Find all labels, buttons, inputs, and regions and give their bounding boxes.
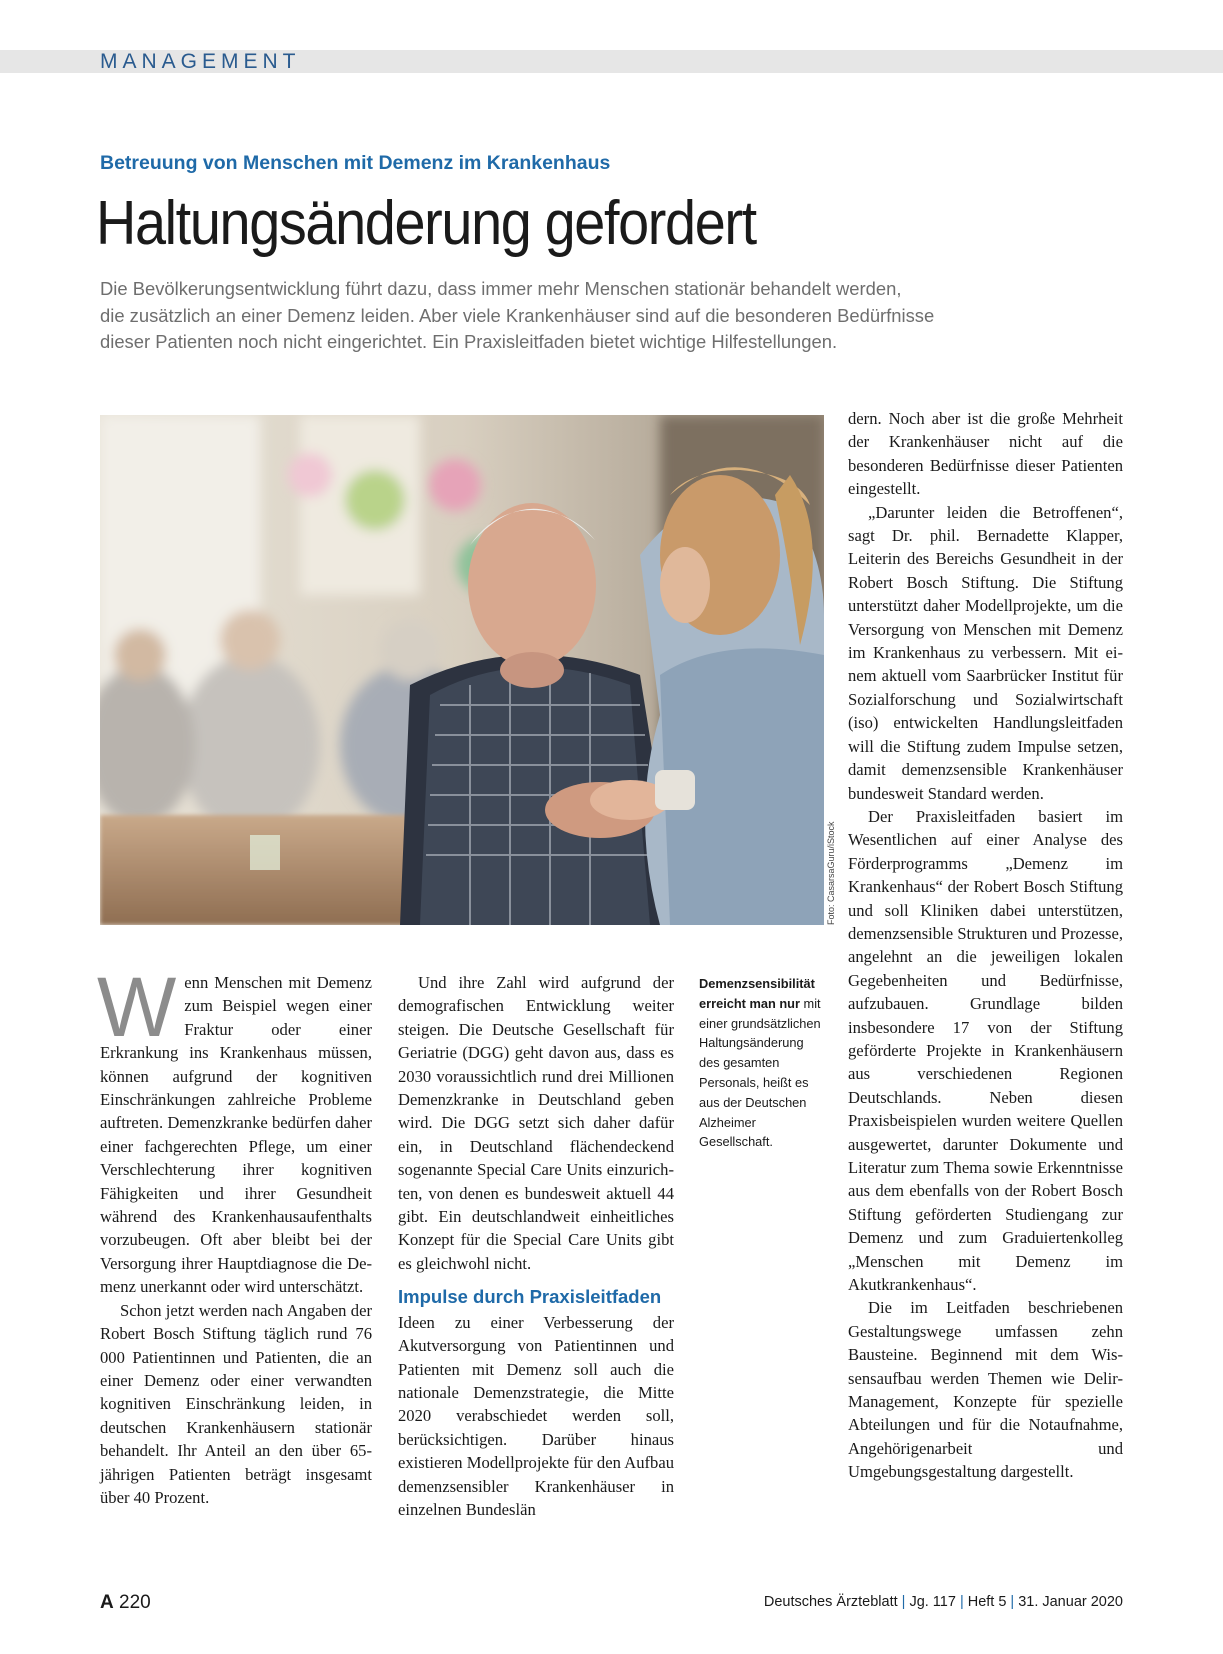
- paragraph: Schon jetzt werden nach Angaben der Robert Bosch Stiftung täglich rund 76 000 Patientinnen und Patienten, die an einer Demenz oder einer verwandten kognitiven Einschränkung leiden, in deutschen Krankenhäusern stationär behandelt. Ihr Anteil an den über 65-jährigen Patienten beträgt insgesamt über 40 Prozent.: [100, 1300, 372, 1507]
- separator: |: [1010, 1594, 1015, 1610]
- column-4: [848, 407, 1123, 1484]
- section-label: MANAGEMENT: [100, 50, 301, 73]
- photo-illustration: [100, 415, 824, 925]
- photo-credit: Foto: CasarsaGuru/iStock: [826, 821, 836, 925]
- paragraph-text: enn Menschen mit Demenz zum Beispiel wegen einer Fraktur oder einer Erkrankung ins Krankenhaus müssen, können aufgrund der kognitiven Einschränkungen zahlreiche Probleme auftreten. Demenzkranke bedürfen daher einer fachgerechten Pflege, um einer Verschlechterung ihrer kognitiven Fähigkeiten und ihrer Gesundheit während des Krankenhausaufenthalts vorzubeugen. Oft aber bleibt bei der Versorgung ihrer Hauptdiagnose die Demenz unerkannt oder wird unterschätzt.: [100, 973, 372, 1297]
- article-kicker: Betreuung von Menschen mit Demenz im Krankenhaus: [100, 152, 611, 174]
- paragraph: dern. Noch aber ist die große Mehrheit der Krankenhäuser nicht auf die besonderen Bedürfnisse dieser Patienten eingestellt.: [848, 409, 1123, 499]
- column-1: [97, 960, 372, 1509]
- paragraph: Ideen zu einer Verbesserung der Akutversorgung von Patientinnen und Patienten mit Demenz soll auch die nationale Demenzstrategie, die Mitte 2020 verabschiedet werden soll, berücksichtigen. Darüber hinaus existieren Modellprojekte für den Aufbau demenzsensibler Krankenhäuser in einzelnen Bundeslän: [398, 1312, 674, 1519]
- article-photo: [100, 415, 824, 925]
- woman-figure: [640, 467, 824, 925]
- article-lead: [100, 276, 1000, 356]
- subheading: Impulse durch Praxisleitfaden: [398, 1286, 662, 1308]
- journal-issue: Heft 5: [967, 1594, 1007, 1610]
- journal-volume: Jg. 117: [909, 1594, 956, 1610]
- page-number-value: 220: [119, 1592, 151, 1613]
- paragraph: Die im Leitfaden beschriebenen Gestaltungswege umfassen zehn Bausteine. Beginnend mit dem Wissensaufbau werden Themen wie Delir-Management, Konzepte für spezielle Abteilungen und für die Notaufnahme, Angehörigenarbeit und Umgebungsgestaltung dargestellt.: [848, 1298, 1123, 1482]
- paragraph: „Darunter leiden die Betroffenen“, sagt Dr. phil. Bernadette Klapper, Leiterin des Bereichs Gesundheit in der Robert Bosch Stiftung. Die Stiftung unterstützt daher Modellprojekte, um die Versorgung von Menschen mit Demenz im Krankenhaus zu verbessern. Mit einem aktuell vom Saarbrücker Institut für Sozialforschung und Sozialwirtschaft (iso) entwickelten Handlungsleitfaden will die Stiftung zudem Impulse setzen, damit demenzsensible Krankenhäuser bundesweit Standard werden.: [848, 502, 1123, 803]
- column-2: [398, 971, 674, 1521]
- pull-quote: [699, 974, 824, 1152]
- pull-quote-text: mit einer grundsätzlichen Haltungsänderung des gesamten Personals, heißt es aus der Deutschen Alzheimer Gesellschaft.: [699, 995, 821, 1150]
- journal-name: Deutsches Ärzteblatt: [763, 1594, 898, 1610]
- journal-info: [764, 1594, 1123, 1610]
- lead-line: Die Bevölkerungsentwicklung führt dazu, dass immer mehr Menschen stationär behandelt werden,: [100, 278, 902, 299]
- article-headline: Haltungsänderung gefordert: [96, 189, 756, 258]
- pull-quote-lead: Demenzsensibilität erreicht man nur: [699, 976, 815, 1011]
- separator: |: [959, 1594, 964, 1610]
- page-number: [100, 1592, 151, 1614]
- paragraph: [97, 960, 372, 1299]
- lead-line: die zusätzlich an einer Demenz leiden. Aber viele Krankenhäuser sind auf die besonderen Bedürfnisse: [100, 304, 935, 326]
- separator: |: [901, 1594, 906, 1610]
- paragraph: Und ihre Zahl wird aufgrund der demografischen Entwicklung weiter steigen. Die Deutsche Gesellschaft für Geriatrie (DGG) geht davon aus, dass es 2030 voraussichtlich rund drei Millionen Demenzkranke in Deutschland geben wird. Die DGG setzt sich daher dafür ein, in Deutschland flächendeckend sogenannte Special Care Units einzurichten, von denen es bundesweit aktuell 44 gibt. Ein deutschlandweit einheitliches Konzept für die Special Care Units gibt es gleichwohl nicht.: [398, 973, 674, 1273]
- journal-date: 31. Januar 2020: [1018, 1594, 1123, 1610]
- drop-cap: W: [97, 960, 177, 1054]
- paragraph: Der Praxisleitfaden basiert im Wesentlichen auf einer Analyse des Förderprogramms „Demenz im Krankenhaus“ der Robert Bosch Stiftung und soll Kliniken dabei unterstützen, demenzsensible Strukturen und Prozesse, angelehnt an die jeweiligen lokalen Gegebenheiten und Bedürfnisse, aufzubauen. Grundlage bilden insbesondere 17 von der Stiftung geförderte Projekte in Krankenhäusern aus verschiedenen Regionen Deutschlands. Neben diesen Praxisbeispielen wurden weitere Quellen ausgewertet, darunter Dokumente und Literatur zum Thema sowie Erkenntnisse aus dem ebenfalls von der Robert Bosch Stiftung geförderten Studiengang zur Demenz und zum Graduiertenkolleg „Menschen mit Demenz im Akutkrankenhaus“.: [848, 806, 1123, 1295]
- lead-line: dieser Patienten noch nicht eingerichtet. Ein Praxisleitfaden bietet wichtige Hilfestellungen.: [100, 331, 838, 352]
- page-letter: A: [100, 1592, 114, 1613]
